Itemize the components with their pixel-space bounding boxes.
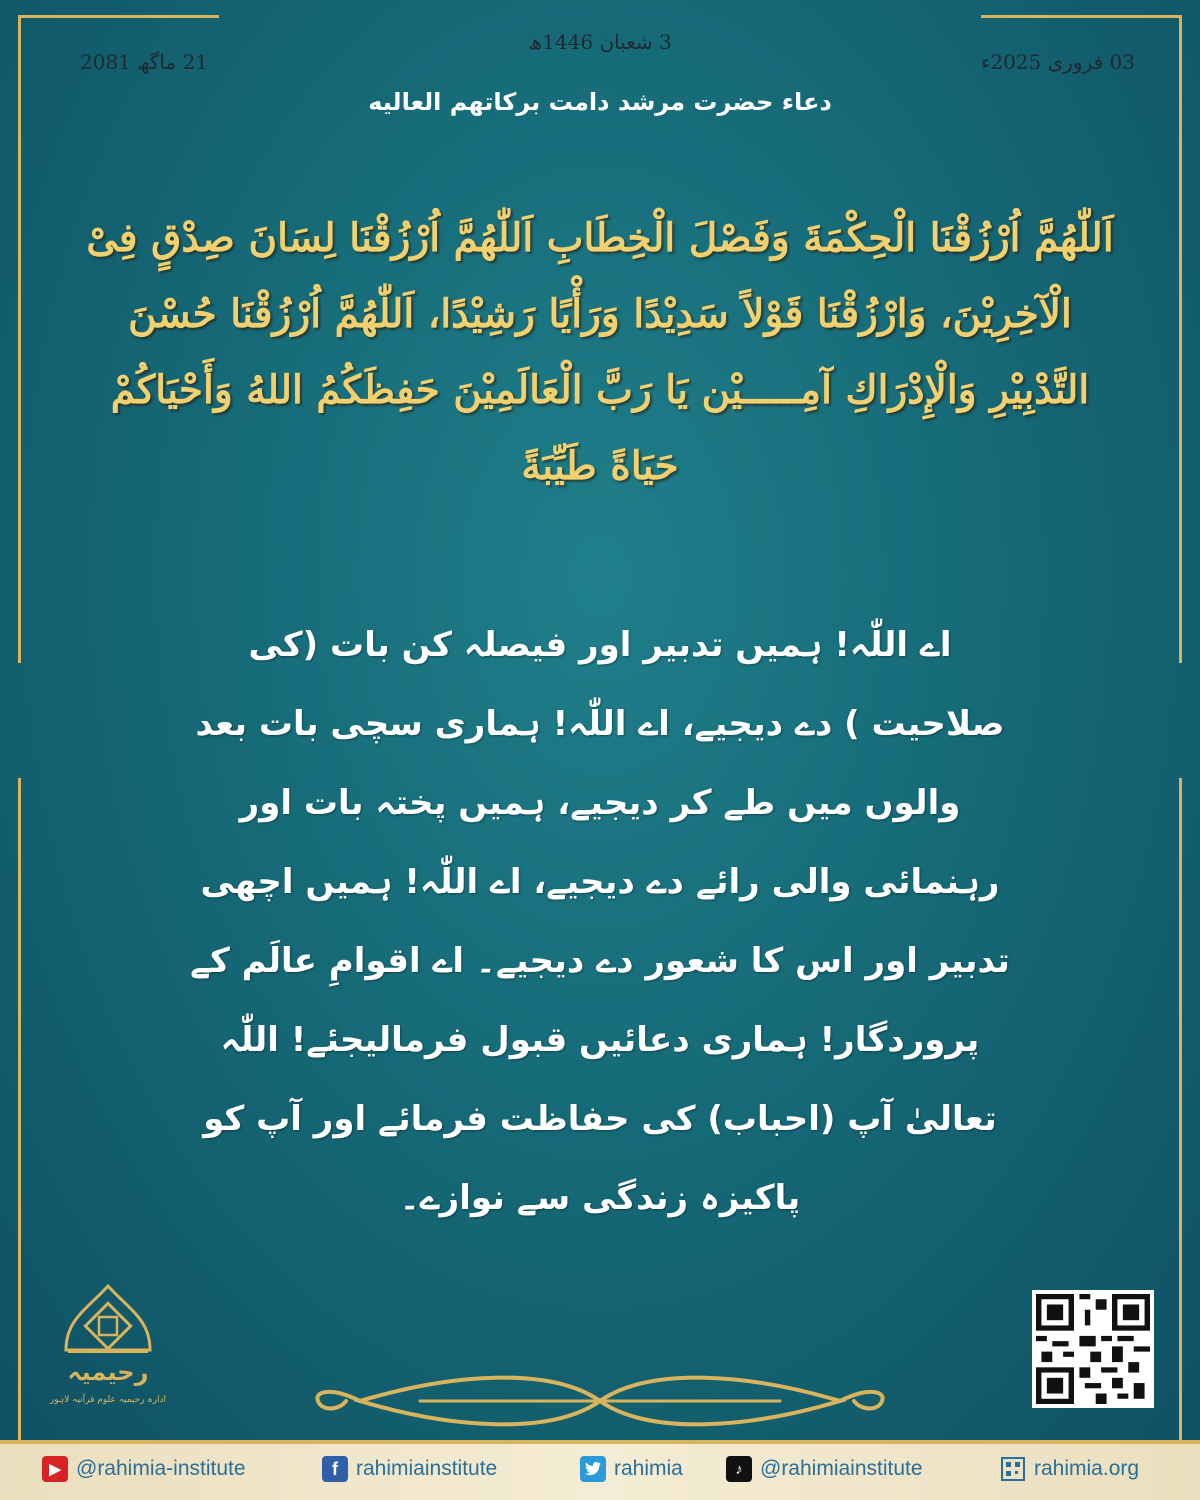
hijri-date: 3 شعبان 1446ھ xyxy=(528,30,672,54)
website-link[interactable] xyxy=(1000,1456,1139,1482)
institute-logo xyxy=(38,1280,178,1420)
logo-wordmark: رحیمیہ xyxy=(67,1358,149,1386)
frame-line-bottom-left xyxy=(18,778,21,1440)
page-title: دعاء حضرت مرشد دامت برکاتهم العالیه xyxy=(368,88,832,116)
youtube-icon: ▶ xyxy=(42,1456,68,1482)
website-url: rahimia.org xyxy=(1034,1457,1140,1480)
tiktok-handle: @rahimiainstitute xyxy=(760,1457,923,1480)
tiktok-icon: ♪ xyxy=(726,1456,752,1482)
facebook-icon: f xyxy=(322,1456,348,1482)
qr-web-icon xyxy=(1000,1456,1026,1482)
youtube-link[interactable] xyxy=(42,1456,246,1482)
bikram-date: 21 ماگھ 2081 xyxy=(80,50,209,74)
tiktok-link[interactable] xyxy=(726,1456,923,1482)
arabic-dua: اَللّٰھُمَّ اُرْزُقْنَا الْحِكْمَةَ وَفَصْلَ الْخِطَابِ اَللّٰھُمَّ اُرْزُقْنَا لِسَانَ صِدْقٍ فِیْ الْآخِرِیْنَ، وَارْزُقْنَا قَوْلاً سَدِیْدًا وَرَأْیًا رَشِیْدًا، اَللّٰھُمَّ اُرْزُقْنَا حُسْنَ التَّدْبِیْرِ وَالْإِدْرَاكِ آمِـــــیْن یَا رَبَّ الْعَالَمِیْنَ حَفِظَكُمُ اللهُ وَأَحْیَاكُمْ حَیَاةً طَیِّبَةً xyxy=(86,215,1114,490)
twitter-handle: rahimia xyxy=(614,1457,683,1480)
frame-line-bottom-right xyxy=(1179,778,1182,1440)
urdu-translation: اے اللّٰہ! ہمیں تدبیر اور فیصلہ کن بات (کی صلاحیت ) دے دیجیے، اے اللّٰہ! ہماری سچی بات بعد والوں میں طے کر دیجیے، ہمیں پختہ بات اور رہنمائی والی رائے دے دیجیے، اے اللّٰہ! ہمیں اچھی تدبیر اور اس کا شعور دے دیجیے۔ اے اقوامِ عالَم کے پروردگار! ہماری دعائیں قبول فرمالیجئے! اللّٰہ تعالیٰ آپ (احباب) کی حفاظت فرمائے اور آپ کو پاکیزہ زندگی سے نوازے۔ xyxy=(190,625,1010,1218)
gregorian-date: 03 فروری 2025ء xyxy=(980,50,1135,74)
twitter-link[interactable] xyxy=(580,1456,683,1482)
ornament-divider xyxy=(300,1368,900,1434)
logo-subtitle: ادارہ رحیمیہ علوم قرآنیہ لاہور xyxy=(49,1395,167,1405)
facebook-link[interactable] xyxy=(322,1456,497,1482)
twitter-icon xyxy=(580,1456,606,1482)
facebook-handle: rahimiainstitute xyxy=(356,1457,498,1480)
qr-code xyxy=(1032,1290,1154,1408)
youtube-handle: @rahimia-institute xyxy=(76,1457,246,1480)
social-footer xyxy=(0,1440,1200,1500)
